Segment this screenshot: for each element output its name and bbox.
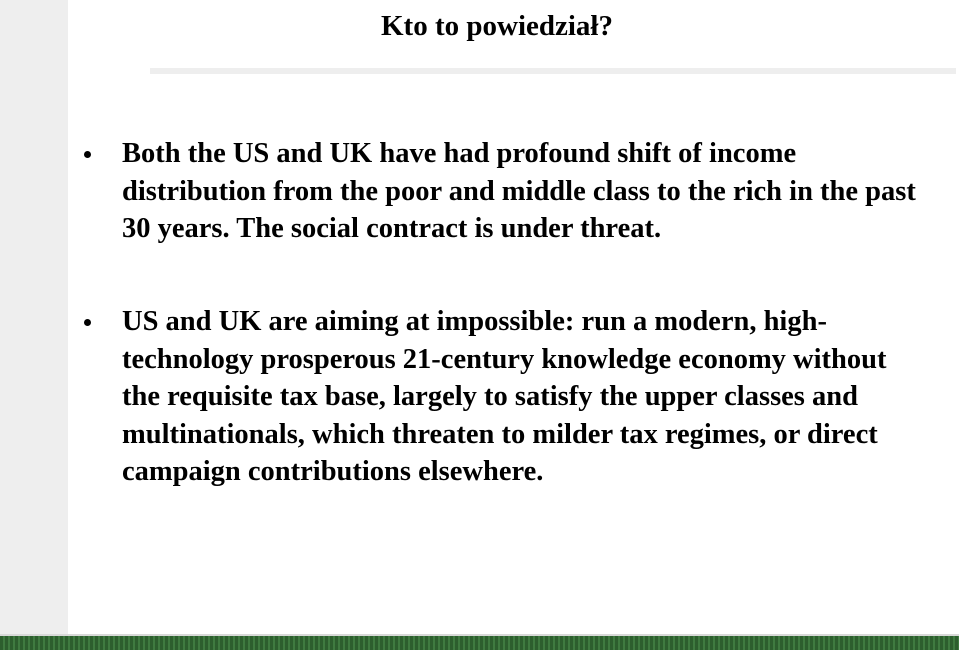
bullet-text: Both the US and UK have had profound shift of income distribution from the poor and middle class to the rich in the past 30 years. The social contract is under threat. (122, 138, 916, 244)
left-decorative-strip (0, 0, 68, 634)
slide-title: Kto to powiedział? (381, 10, 613, 42)
footer-bar (0, 634, 959, 650)
bullet-text: US and UK are aiming at impossible: run a modern, high-technology prosperous 21-century knowledge economy without the requisite tax base, largely to satisfy the upper classes and multinationals, which threaten to milder tax regimes, or direct campaign contributions elsewhere. (122, 306, 887, 487)
bullet-dot-icon (84, 319, 91, 326)
title-rule (150, 68, 956, 74)
bullet-dot-icon (84, 151, 91, 158)
